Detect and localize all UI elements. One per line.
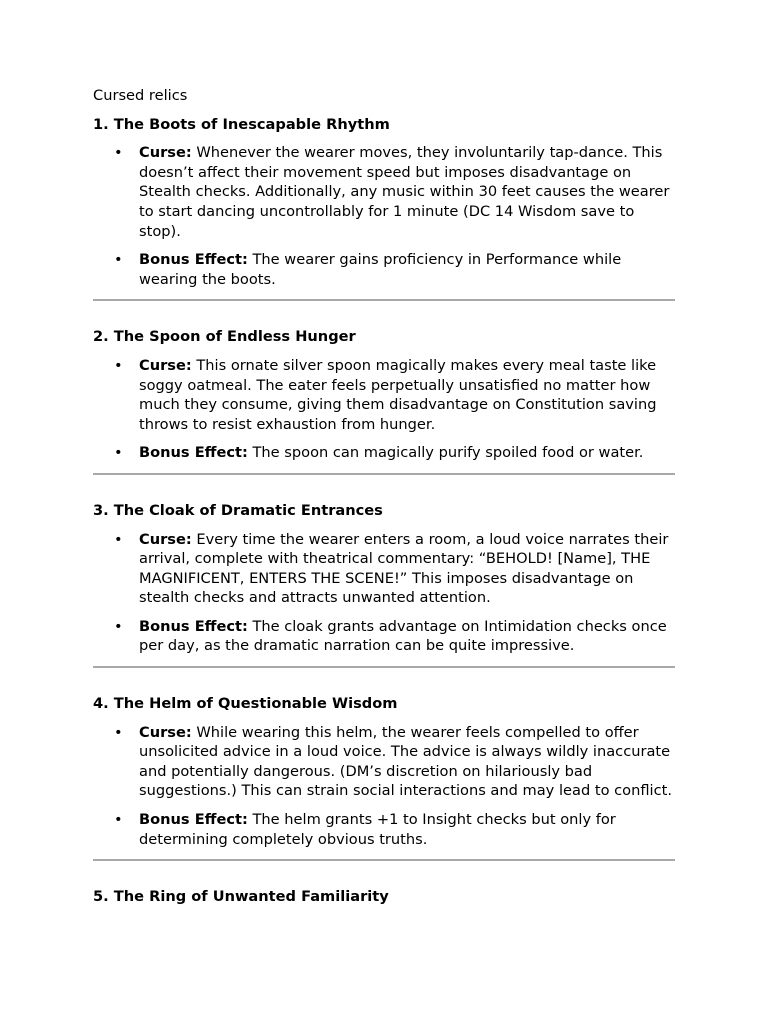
curse-bullet [93,723,675,801]
relic-heading: 4. The Helm of Questionable Wisdom [93,695,398,713]
relic-item [93,327,675,463]
curse-text: While wearing this helm, the wearer feels compelled to offer unsolicited advice in a loud voice. The advice is always wildly inaccurate and potentially dangerous. (DM’s discretion on hilariously bad suggestions.) This can strain social interactions and may lead to conflict. [139,723,672,800]
curse-text: This ornate silver spoon magically makes every meal taste like soggy oatmeal. The eater feels perpetually unsatisfied no matter how much they consume, giving them disadvantage on Constitution saving throws to resist exhaustion from hunger. [139,356,657,433]
curse-label: Curse: [139,144,192,162]
bonus-bullet [93,250,675,289]
bonus-text: The helm grants +1 to Insight checks but only for determining completely obvious truths. [139,811,616,848]
bullet-marker: • [114,617,123,635]
document-title: Cursed relics [93,87,188,104]
curse-label: Curse: [139,530,192,548]
bullet-marker: • [114,444,123,462]
relic-item [93,501,675,656]
bonus-label: Bonus Effect: [139,811,248,829]
bullet-marker: • [114,356,123,374]
bonus-label: Bonus Effect: [139,617,248,635]
curse-text: Whenever the wearer moves, they involuntarily tap-dance. This doesn’t affect their movement speed but imposes disadvantage on Stealth checks. Additionally, any music within 30 feet causes the wearer to start dancing uncontrollably for 1 minute (DC 14 Wisdom save to stop). [139,144,670,240]
bullet-marker: • [114,811,123,829]
relic-item [93,694,675,849]
section-divider [93,473,675,475]
bonus-bullet [93,443,675,463]
curse-label: Curse: [139,356,192,374]
bonus-bullet [93,617,675,656]
relic-heading: 2. The Spoon of Endless Hunger [93,328,356,346]
curse-label: Curse: [139,723,192,741]
relic-heading: 5. The Ring of Unwanted Familiarity [93,888,389,906]
curse-text: Every time the wearer enters a room, a loud voice narrates their arrival, complete with theatrical commentary: “BEHOLD! [Name], THE MAGNIFICENT, ENTERS THE SCENE!” This imposes disadvantage on stealth checks and attracts unwanted attention. [139,530,669,607]
curse-bullet [93,143,675,241]
section-divider [93,299,675,301]
relic-item [93,115,675,290]
bullet-marker: • [114,530,123,548]
document-page [93,86,675,916]
relic-heading: 3. The Cloak of Dramatic Entrances [93,501,383,519]
curse-bullet [93,356,675,434]
bonus-text: The wearer gains proficiency in Performance while wearing the boots. [139,251,622,288]
bonus-text: The spoon can magically purify spoiled food or water. [252,444,644,462]
relic-heading: 1. The Boots of Inescapable Rhythm [93,115,390,133]
bonus-bullet [93,810,675,849]
relic-details-list [93,356,675,463]
bullet-marker: • [114,144,123,162]
relic-details-list [93,143,675,289]
relic-details-list [93,530,675,657]
bonus-text: The cloak grants advantage on Intimidation checks once per day, as the dramatic narration can be quite impressive. [139,617,667,655]
section-divider [93,859,675,861]
curse-bullet [93,530,675,608]
bullet-marker: • [114,251,123,269]
bonus-label: Bonus Effect: [139,251,248,269]
bullet-marker: • [114,723,123,741]
section-divider [93,666,675,668]
bonus-label: Bonus Effect: [139,444,248,462]
relic-details-list [93,723,675,850]
